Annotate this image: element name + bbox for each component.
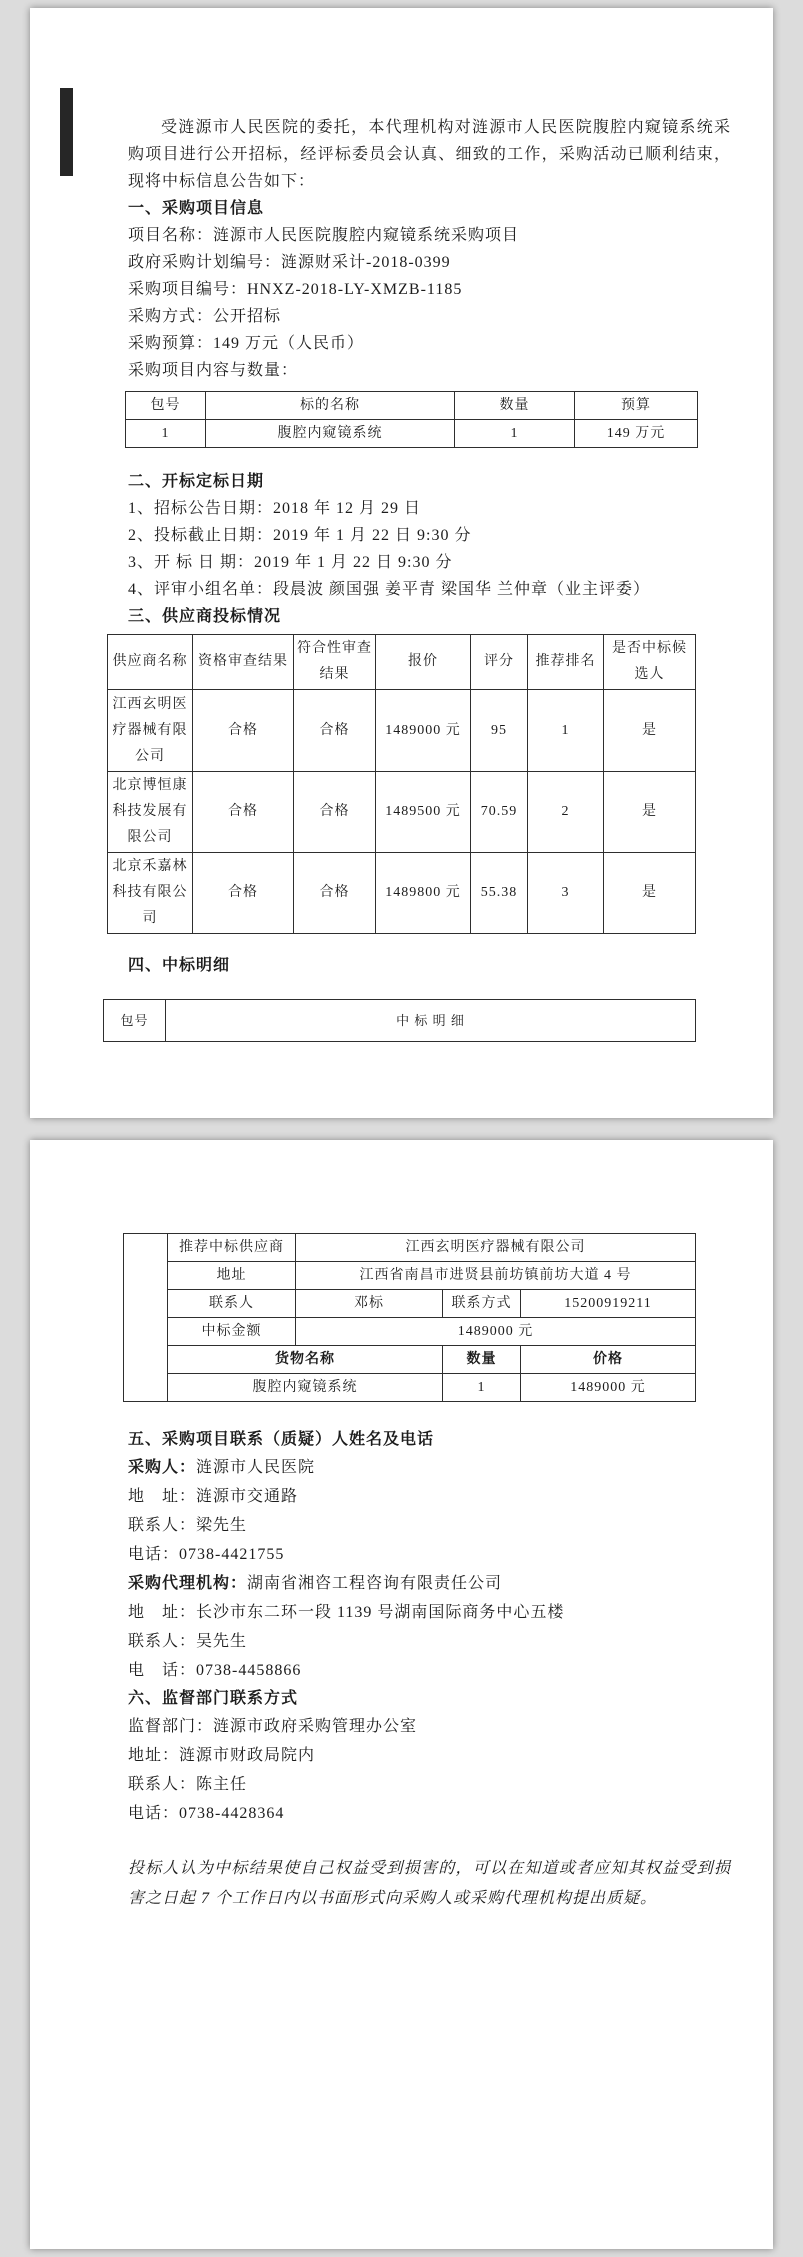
address-value: 涟源市财政局院内 <box>179 1747 316 1764</box>
table-cell: 95 <box>471 690 528 772</box>
gov-plan-no-line: 政府采购计划编号：涟源财采计-2018-0399 <box>128 254 451 271</box>
supplier-bid-table <box>107 634 696 934</box>
procurement-content-table <box>125 391 698 448</box>
table-cell: 3 <box>528 853 604 934</box>
table-cell: 合格 <box>193 690 294 772</box>
supervisor-line <box>128 1712 731 1741</box>
agency-line <box>128 1569 731 1598</box>
contact-label: 联系人： <box>128 1633 197 1650</box>
phone-label: 电 话： <box>128 1662 197 1679</box>
section2-title: 二、开标定标日期 <box>128 473 265 490</box>
purchaser-line <box>128 1453 731 1482</box>
address-label: 地 址： <box>128 1488 197 1505</box>
contact-value: 陈主任 <box>196 1776 248 1793</box>
phone-value: 0738-4428364 <box>179 1805 285 1822</box>
table-header-row <box>126 392 698 420</box>
table-cell: 1 <box>126 420 206 448</box>
table-cell: 是 <box>604 690 696 772</box>
row-label: 联系方式 <box>443 1290 521 1318</box>
address-label: 地 址： <box>128 1604 197 1621</box>
row-label: 推荐中标供应商 <box>168 1234 296 1262</box>
column-header: 货物名称 <box>168 1346 443 1374</box>
contact-label: 联系人： <box>128 1776 197 1793</box>
section4-title: 四、中标明细 <box>128 957 231 974</box>
column-header: 中 标 明 细 <box>166 1000 696 1042</box>
award-detail-table <box>123 1233 696 1402</box>
purchaser-phone-line <box>128 1540 731 1569</box>
table-row <box>108 690 696 772</box>
table-cell: 合格 <box>294 690 376 772</box>
supervisor-contact-line <box>128 1770 731 1799</box>
project-name-line: 项目名称：涟源市人民医院腹腔内窥镜系统采购项目 <box>128 227 520 244</box>
contact-value: 吴先生 <box>196 1633 248 1650</box>
section1-title: 一、采购项目信息 <box>128 200 265 217</box>
table-cell: 1 <box>455 420 575 448</box>
dispute-note: 投标人认为中标结果使自己权益受到损害的，可以在知道或者应知其权益受到损害之日起 7 个工作日内以书面形式向采购人或采购代理机构提出质疑。 <box>128 1860 731 1907</box>
address-value: 长沙市东二环一段 1139 号湖南国际商务中心五楼 <box>196 1604 565 1621</box>
table-header-row <box>104 1000 696 1042</box>
column-header: 标的名称 <box>206 392 455 420</box>
table-cell: 腹腔内窥镜系统 <box>206 420 455 448</box>
phone-value: 0738-4421755 <box>179 1546 285 1563</box>
table-cell: 1 <box>443 1374 521 1402</box>
announce-date-line: 1、招标公告日期：2018 年 12 月 29 日 <box>128 500 422 517</box>
agency-phone-line <box>128 1656 731 1685</box>
row-label: 中标金额 <box>168 1318 296 1346</box>
column-header: 符合性审查结果 <box>294 635 376 690</box>
column-header: 价格 <box>521 1346 696 1374</box>
agency-label: 采购代理机构： <box>128 1575 248 1592</box>
table-row <box>108 853 696 934</box>
deadline-line: 2、投标截止日期：2019 年 1 月 22 日 9:30 分 <box>128 527 472 544</box>
agency-address-line <box>128 1598 731 1627</box>
table-cell: 腹腔内窥镜系统 <box>168 1374 443 1402</box>
table-cell: 邓标 <box>296 1290 443 1318</box>
table-cell: 70.59 <box>471 772 528 853</box>
contact-value: 梁先生 <box>196 1517 248 1534</box>
content-qty-line: 采购项目内容与数量： <box>128 362 299 379</box>
table-cell: 1489500 元 <box>376 772 471 853</box>
agency-value: 湖南省湘咨工程咨询有限责任公司 <box>247 1575 503 1592</box>
table-cell: 合格 <box>294 772 376 853</box>
table-cell: 是 <box>604 853 696 934</box>
purchaser-label: 采购人： <box>128 1459 197 1476</box>
purchaser-address-line <box>128 1482 731 1511</box>
phone-value: 0738-4458866 <box>196 1662 302 1679</box>
table-row <box>124 1262 696 1290</box>
row-label: 地址 <box>168 1262 296 1290</box>
column-header: 资格审查结果 <box>193 635 294 690</box>
margin-mark <box>60 88 73 176</box>
project-no-line: 采购项目编号：HNXZ-2018-LY-XMZB-1185 <box>128 281 463 298</box>
table-row <box>126 420 698 448</box>
supplier-name-cell: 江西玄明医疗器械有限公司 <box>108 690 193 772</box>
row-label: 联系人 <box>168 1290 296 1318</box>
table-cell: 是 <box>604 772 696 853</box>
section6-title: 六、监督部门联系方式 <box>128 1690 299 1707</box>
section3-title: 三、供应商投标情况 <box>128 608 282 625</box>
table-cell: 1489000 元 <box>376 690 471 772</box>
table-cell: 合格 <box>193 772 294 853</box>
table-header-row <box>108 635 696 690</box>
table-cell: 合格 <box>193 853 294 934</box>
contact-label: 联系人： <box>128 1517 197 1534</box>
table-cell: 1489800 元 <box>376 853 471 934</box>
table-cell: 2 <box>528 772 604 853</box>
page-2 <box>30 1140 773 2249</box>
purchaser-value: 涟源市人民医院 <box>196 1459 316 1476</box>
table-cell: 1489000 元 <box>521 1374 696 1402</box>
column-header: 报价 <box>376 635 471 690</box>
table-cell: 合格 <box>294 853 376 934</box>
column-header: 数量 <box>443 1346 521 1374</box>
column-header: 预算 <box>575 392 698 420</box>
table-cell: 1489000 元 <box>296 1318 696 1346</box>
package-no-cell <box>124 1234 168 1402</box>
supervisor-value: 涟源市政府采购管理办公室 <box>213 1718 418 1735</box>
column-header: 评分 <box>471 635 528 690</box>
table-cell: 江西玄明医疗器械有限公司 <box>296 1234 696 1262</box>
table-cell: 江西省南昌市进贤县前坊镇前坊大道 4 号 <box>296 1262 696 1290</box>
column-header: 是否中标候选人 <box>604 635 696 690</box>
award-detail-header-table <box>103 999 696 1042</box>
agency-contact-line <box>128 1627 731 1656</box>
table-row <box>124 1234 696 1262</box>
supervisor-label: 监督部门： <box>128 1718 214 1735</box>
table-header-row <box>124 1346 696 1374</box>
column-header: 供应商名称 <box>108 635 193 690</box>
column-header: 包号 <box>126 392 206 420</box>
page-1 <box>30 8 773 1118</box>
column-header: 数量 <box>455 392 575 420</box>
supplier-name-cell: 北京禾嘉林科技有限公司 <box>108 853 193 934</box>
table-row <box>124 1318 696 1346</box>
address-value: 涟源市交通路 <box>196 1488 299 1505</box>
table-cell: 149 万元 <box>575 420 698 448</box>
table-row <box>124 1374 696 1402</box>
column-header: 包号 <box>104 1000 166 1042</box>
supervisor-phone-line <box>128 1799 731 1828</box>
intro-paragraph: 受涟源市人民医院的委托，本代理机构对涟源市人民医院腹腔内窥镜系统采购项目进行公开招标，经评标委员会认真、细致的工作，采购活动已顺利结束，现将中标信息公告如下： <box>128 119 731 190</box>
phone-label: 电话： <box>128 1546 180 1563</box>
column-header: 推荐排名 <box>528 635 604 690</box>
supplier-name-cell: 北京博恒康科技发展有限公司 <box>108 772 193 853</box>
opening-date-line: 3、开 标 日 期：2019 年 1 月 22 日 9:30 分 <box>128 554 453 571</box>
table-row <box>124 1290 696 1318</box>
table-cell: 15200919211 <box>521 1290 696 1318</box>
budget-line: 采购预算：149 万元（人民币） <box>128 335 365 352</box>
purchaser-contact-line <box>128 1511 731 1540</box>
table-row <box>108 772 696 853</box>
section5-title: 五、采购项目联系（质疑）人姓名及电话 <box>128 1431 435 1448</box>
table-cell: 55.38 <box>471 853 528 934</box>
table-cell: 1 <box>528 690 604 772</box>
supervisor-address-line <box>128 1741 731 1770</box>
review-panel-line: 4、评审小组名单：段晨波 颜国强 姜平青 梁国华 兰仲章（业主评委） <box>128 581 651 598</box>
method-line: 采购方式：公开招标 <box>128 308 282 325</box>
phone-label: 电话： <box>128 1805 180 1822</box>
address-label: 地址： <box>128 1747 180 1764</box>
